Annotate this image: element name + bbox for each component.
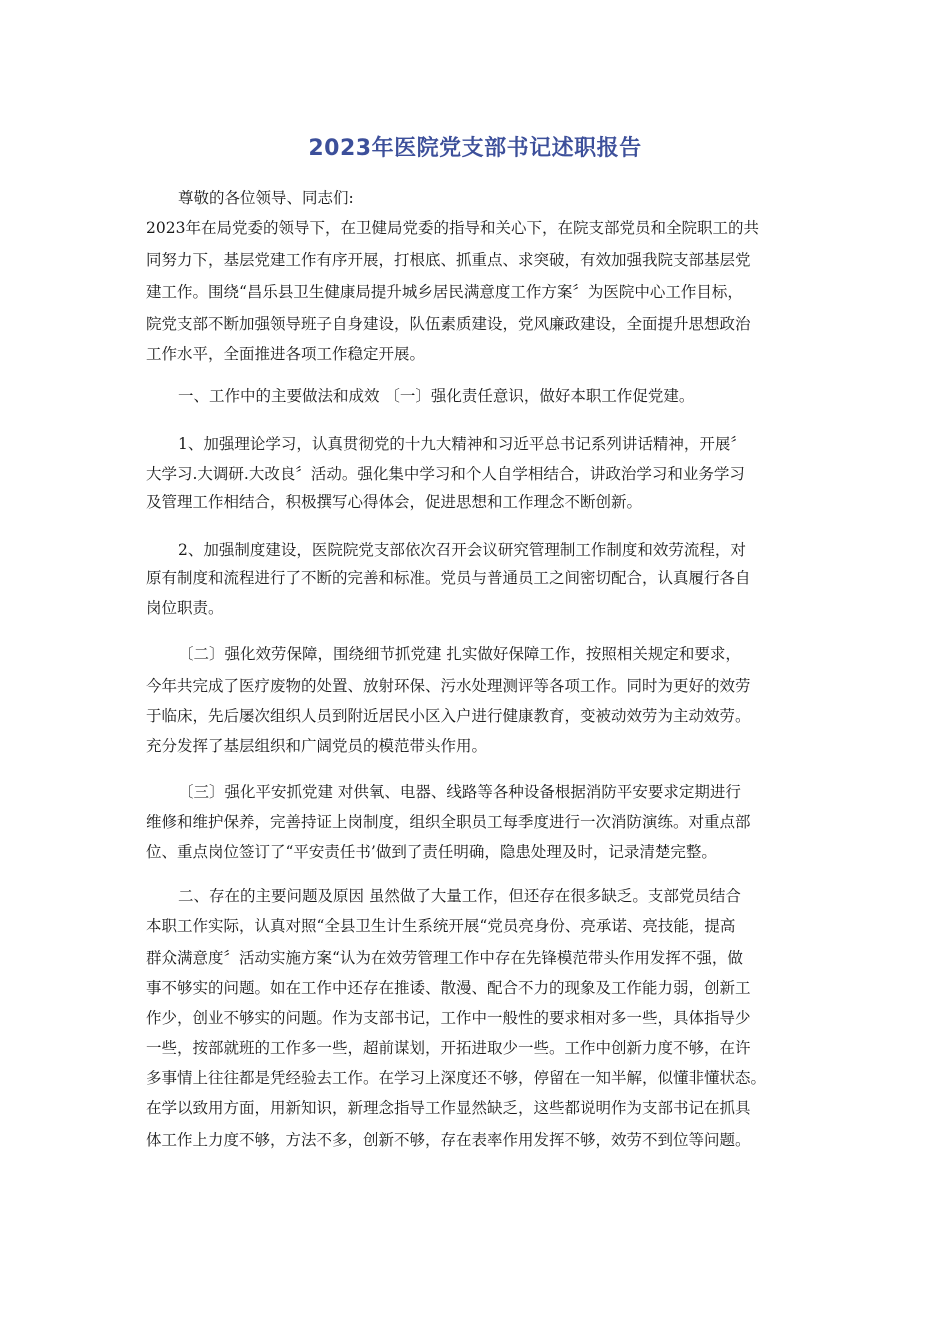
paragraph-line: 二、存在的主要问题及原因 虽然做了大量工作，但还存在很多缺乏。支部党员结合 — [178, 887, 741, 905]
paragraph-line: 岗位职责。 — [146, 599, 224, 617]
paragraph-line: 事不够实的问题。如在工作中还存在推诿、散漫、配合不力的现象及工作能力弱，创新工 — [146, 979, 751, 997]
paragraph-line: 在学以致用方面，用新知识，新理念指导工作显然缺乏，这些都说明作为支部书记在抓具 — [146, 1099, 751, 1117]
paragraph-line: 2、加强制度建设，医院院党支部依次召开会议研究管理制工作制度和效劳流程，对 — [178, 541, 746, 559]
paragraph-line: 今年共完成了医疗废物的处置、放射环保、污水处理测评等各项工作。同时为更好的效劳 — [146, 677, 751, 695]
salutation-line: 尊敬的各位领导、同志们: — [178, 189, 354, 207]
paragraph-line: 工作水平，全面推进各项工作稳定开展。 — [146, 345, 426, 363]
paragraph-line: 〔三〕强化平安抓党建 对供氧、电器、线路等各种设备根据消防平安要求定期进行 — [178, 783, 741, 801]
paragraph-line: 维修和维护保养，完善持证上岗制度，组织全职员工每季度进行一次消防演练。对重点部 — [146, 813, 751, 831]
document-title: 2023年医院党支部书记述职报告 — [308, 136, 642, 161]
paragraph-line: 〔二〕强化效劳保障，围绕细节抓党建 扎实做好保障工作，按照相关规定和要求， — [178, 645, 741, 663]
paragraph-line: 2023年在局党委的领导下，在卫健局党委的指导和关心下，在院支部党员和全院职工的共 — [146, 219, 759, 237]
paragraph-line: 建工作。围绕“昌乐县卫生健康局提升城乡居民满意度工作方案〞为医院中心工作目标， — [146, 283, 743, 301]
paragraph-line: 群众满意度〞活动实施方案“认为在效劳管理工作中存在先锋模范带头作用发挥不强，做 — [146, 949, 743, 967]
paragraph-line: 原有制度和流程进行了不断的完善和标准。党员与普通员工之间密切配合，认真履行各自 — [146, 569, 751, 587]
paragraph-line: 一些，按部就班的工作多一些，超前谋划，开拓进取少一些。工作中创新力度不够，在许 — [146, 1039, 751, 1057]
paragraph-line: 及管理工作相结合，积极撰写心得体会，促进思想和工作理念不断创新。 — [146, 493, 643, 511]
paragraph-line: 多事情上往往都是凭经验去工作。在学习上深度还不够，停留在一知半解，似懂非懂状态。 — [146, 1069, 767, 1087]
paragraph-line: 1、加强理论学习，认真贯彻党的十九大精神和习近平总书记系列讲话精神，开展〞 — [178, 435, 746, 453]
paragraph-line: 院党支部不断加强领导班子自身建设，队伍素质建设，党风廉政建设，全面提升思想政治 — [146, 315, 751, 333]
paragraph-line: 本职工作实际，认真对照“全县卫生计生系统开展“党员亮身份、亮承诺、亮技能，提高 — [146, 917, 736, 935]
paragraph-line: 作少，创业不够实的问题。作为支部书记，工作中一般性的要求相对多一些，具体指导少 — [146, 1009, 751, 1027]
paragraph-line: 体工作上力度不够，方法不多，创新不够，存在表率作用发挥不够，效劳不到位等问题。 — [146, 1131, 751, 1149]
paragraph-line: 大学习.大调研.大改良〞活动。强化集中学习和个人自学相结合，讲政治学习和业务学习 — [146, 465, 745, 483]
paragraph-line: 同努力下，基层党建工作有序开展，打根底、抓重点、求突破，有效加强我院支部基层党 — [146, 251, 751, 269]
section-heading-line: 一、工作中的主要做法和成效 〔一〕强化责任意识，做好本职工作促党建。 — [178, 387, 695, 405]
paragraph-line: 位、重点岗位签订了“平安责任书’做到了责任明确，隐患处理及时，记录清楚完整。 — [146, 843, 717, 861]
paragraph-line: 充分发挥了基层组织和广阔党员的模范带头作用。 — [146, 737, 488, 755]
paragraph-line: 于临床，先后屡次组织人员到附近居民小区入户进行健康教育，变被动效劳为主动效劳。 — [146, 707, 751, 725]
